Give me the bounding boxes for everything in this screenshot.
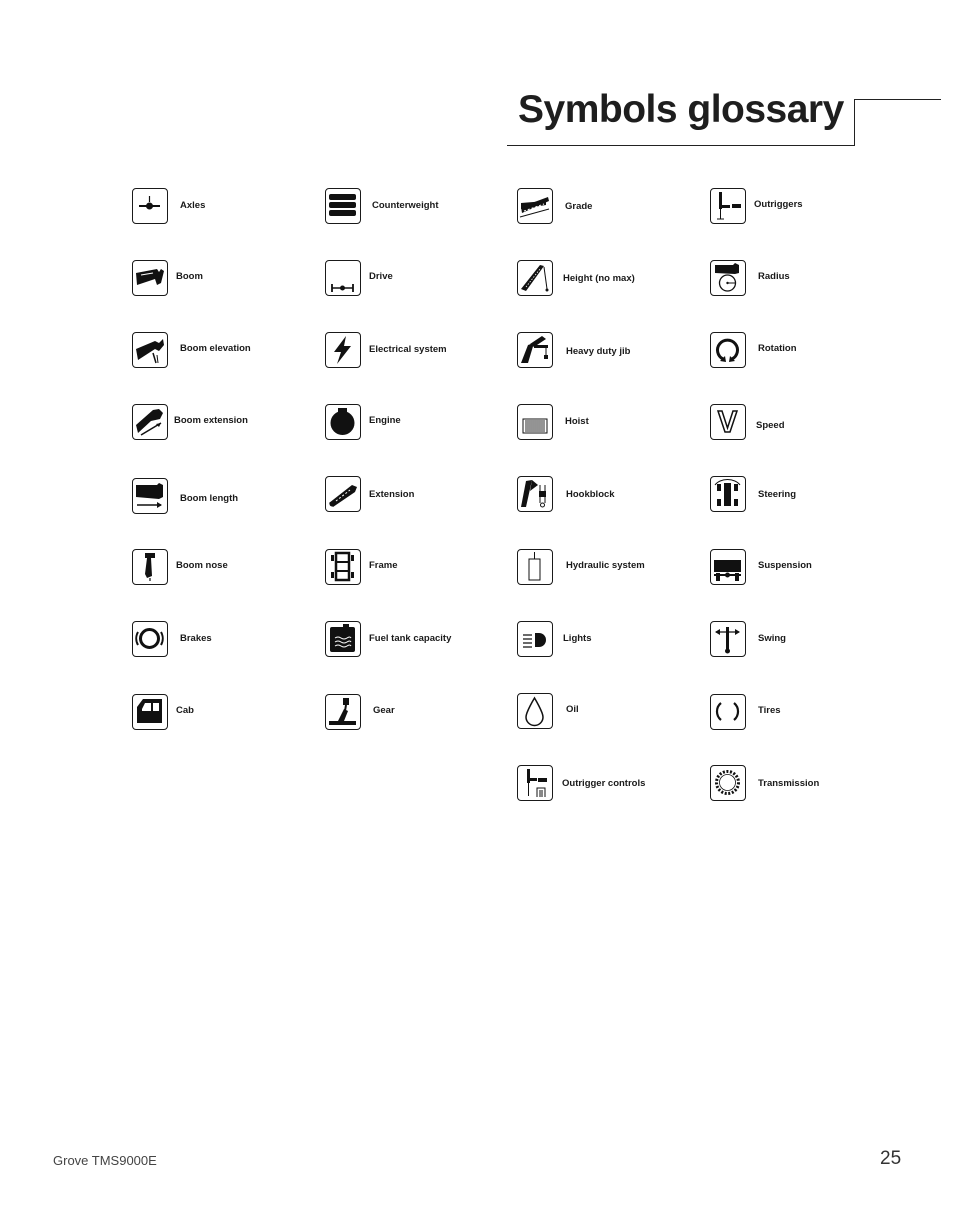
symbol-label: Extension <box>369 489 415 500</box>
outrigger-controls-icon <box>517 765 553 801</box>
extension-icon <box>325 476 361 512</box>
symbol-label: Rotation <box>758 343 797 354</box>
boom-icon <box>132 260 168 296</box>
grade-icon <box>517 188 553 224</box>
cab-icon <box>132 694 168 730</box>
title-bracket-top <box>854 99 941 100</box>
symbol-label: Lights <box>563 633 592 644</box>
swing-icon <box>710 621 746 657</box>
symbol-label: Hydraulic system <box>566 560 645 571</box>
electrical-system-icon <box>325 332 361 368</box>
symbol-label: Electrical system <box>369 344 447 355</box>
oil-drop-icon <box>517 693 553 729</box>
height-icon <box>517 260 553 296</box>
symbol-label: Boom length <box>180 493 239 504</box>
title-underline <box>507 145 855 146</box>
counterweight-icon <box>325 188 361 224</box>
symbol-label: Engine <box>369 415 401 426</box>
lights-icon <box>517 621 553 657</box>
steering-icon <box>710 476 746 512</box>
boom-elevation-icon <box>132 332 168 368</box>
drive-icon <box>325 260 361 296</box>
speed-icon <box>710 404 746 440</box>
boom-nose-icon <box>132 549 168 585</box>
symbol-label: Grade <box>565 201 593 212</box>
symbol-label: Boom extension <box>174 415 248 426</box>
tires-icon <box>710 694 746 730</box>
radius-icon <box>710 260 746 296</box>
symbol-label: Heavy duty jib <box>566 346 631 357</box>
symbol-label: Steering <box>758 489 797 500</box>
heavy-duty-jib-icon <box>517 332 553 368</box>
symbol-label: Oil <box>566 704 579 715</box>
brakes-icon <box>132 621 168 657</box>
symbol-label: Speed <box>756 420 785 431</box>
symbol-label: Boom nose <box>176 560 228 571</box>
hydraulic-system-icon <box>517 549 553 585</box>
boom-length-icon <box>132 478 168 514</box>
gear-lever-icon <box>325 694 361 730</box>
symbol-label: Hookblock <box>566 489 615 500</box>
rotation-icon <box>710 332 746 368</box>
symbol-label: Brakes <box>180 633 212 644</box>
outriggers-icon <box>710 188 746 224</box>
symbol-label: Radius <box>758 271 790 282</box>
page-number: 25 <box>880 1148 902 1169</box>
symbol-label: Suspension <box>758 560 812 571</box>
boom-extension-icon <box>132 404 168 440</box>
symbol-label: Boom <box>176 271 203 282</box>
symbol-label: Hoist <box>565 416 589 427</box>
symbol-label: Frame <box>369 560 398 571</box>
page-title: Symbols glossary <box>518 88 844 131</box>
symbol-label: Axles <box>180 200 206 211</box>
symbol-label: Fuel tank capacity <box>369 633 452 644</box>
axles-icon <box>132 188 168 224</box>
fuel-tank-icon <box>325 621 361 657</box>
engine-icon <box>325 404 361 440</box>
symbol-label: Outrigger controls <box>562 778 646 789</box>
symbol-label: Outriggers <box>754 199 803 210</box>
hookblock-icon <box>517 476 553 512</box>
symbol-label: Boom elevation <box>180 343 251 354</box>
document-name: Grove TMS9000E <box>53 1153 157 1168</box>
symbol-label: Counterweight <box>372 200 439 211</box>
symbol-label: Tires <box>758 705 781 716</box>
suspension-icon <box>710 549 746 585</box>
title-bracket-vertical <box>854 99 855 146</box>
hoist-icon <box>517 404 553 440</box>
symbol-label: Gear <box>373 705 395 716</box>
symbol-label: Swing <box>758 633 786 644</box>
symbol-label: Drive <box>369 271 393 282</box>
transmission-icon <box>710 765 746 801</box>
symbol-label: Cab <box>176 705 194 716</box>
symbol-label: Height (no max) <box>563 273 635 284</box>
frame-icon <box>325 549 361 585</box>
symbol-label: Transmission <box>758 778 820 789</box>
